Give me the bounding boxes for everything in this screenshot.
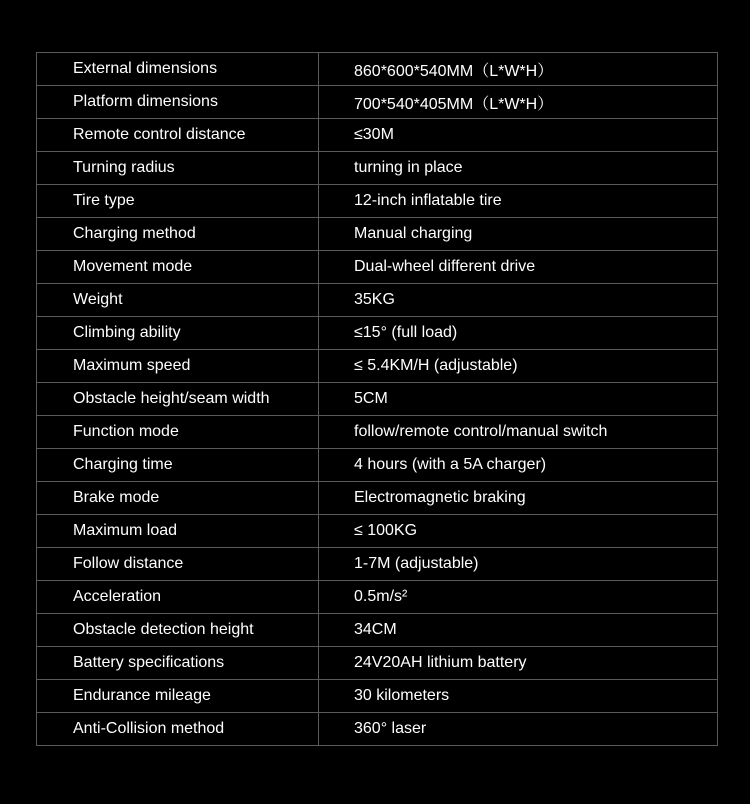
table-row	[37, 284, 718, 317]
spec-label: Movement mode	[37, 251, 319, 284]
spec-value: 0.5m/s²	[319, 581, 718, 614]
spec-label: Brake mode	[37, 482, 319, 515]
spec-label: Charging time	[37, 449, 319, 482]
table-row	[37, 647, 718, 680]
spec-value: ≤ 100KG	[319, 515, 718, 548]
spec-value: 700*540*405MM（L*W*H）	[319, 86, 718, 119]
spec-label: Climbing ability	[37, 317, 319, 350]
table-row	[37, 581, 718, 614]
table-row	[37, 515, 718, 548]
table-row	[37, 218, 718, 251]
table-row	[37, 416, 718, 449]
spec-label: Follow distance	[37, 548, 319, 581]
spec-label: Anti-Collision method	[37, 713, 319, 746]
spec-label: External dimensions	[37, 53, 319, 86]
table-row	[37, 317, 718, 350]
spec-value: 360° laser	[319, 713, 718, 746]
spec-value: Manual charging	[319, 218, 718, 251]
spec-label: Obstacle detection height	[37, 614, 319, 647]
table-row	[37, 53, 718, 86]
spec-label: Tire type	[37, 185, 319, 218]
table-row	[37, 350, 718, 383]
spec-label: Charging method	[37, 218, 319, 251]
spec-label: Turning radius	[37, 152, 319, 185]
table-row	[37, 449, 718, 482]
table-row	[37, 614, 718, 647]
spec-value: 5CM	[319, 383, 718, 416]
spec-value: 35KG	[319, 284, 718, 317]
table-row	[37, 86, 718, 119]
spec-label: Obstacle height/seam width	[37, 383, 319, 416]
spec-table	[36, 52, 718, 746]
table-row	[37, 152, 718, 185]
table-row	[37, 680, 718, 713]
spec-value: 12-inch inflatable tire	[319, 185, 718, 218]
spec-value: Dual-wheel different drive	[319, 251, 718, 284]
spec-label: Weight	[37, 284, 319, 317]
spec-value: turning in place	[319, 152, 718, 185]
table-row	[37, 383, 718, 416]
spec-label: Endurance mileage	[37, 680, 319, 713]
table-row	[37, 119, 718, 152]
spec-label: Battery specifications	[37, 647, 319, 680]
spec-value: 34CM	[319, 614, 718, 647]
spec-value: 24V20AH lithium battery	[319, 647, 718, 680]
table-row	[37, 185, 718, 218]
spec-label: Maximum speed	[37, 350, 319, 383]
spec-value: ≤30M	[319, 119, 718, 152]
spec-label: Remote control distance	[37, 119, 319, 152]
spec-label: Platform dimensions	[37, 86, 319, 119]
spec-label: Maximum load	[37, 515, 319, 548]
spec-value: Electromagnetic braking	[319, 482, 718, 515]
spec-label: Function mode	[37, 416, 319, 449]
spec-value: ≤15° (full load)	[319, 317, 718, 350]
spec-label: Acceleration	[37, 581, 319, 614]
spec-value: 860*600*540MM（L*W*H）	[319, 53, 718, 86]
spec-value: follow/remote control/manual switch	[319, 416, 718, 449]
spec-value: 4 hours (with a 5A charger)	[319, 449, 718, 482]
table-row	[37, 548, 718, 581]
spec-value: 30 kilometers	[319, 680, 718, 713]
spec-value: 1-7M (adjustable)	[319, 548, 718, 581]
spec-value: ≤ 5.4KM/H (adjustable)	[319, 350, 718, 383]
table-row	[37, 251, 718, 284]
table-row	[37, 713, 718, 746]
table-row	[37, 482, 718, 515]
